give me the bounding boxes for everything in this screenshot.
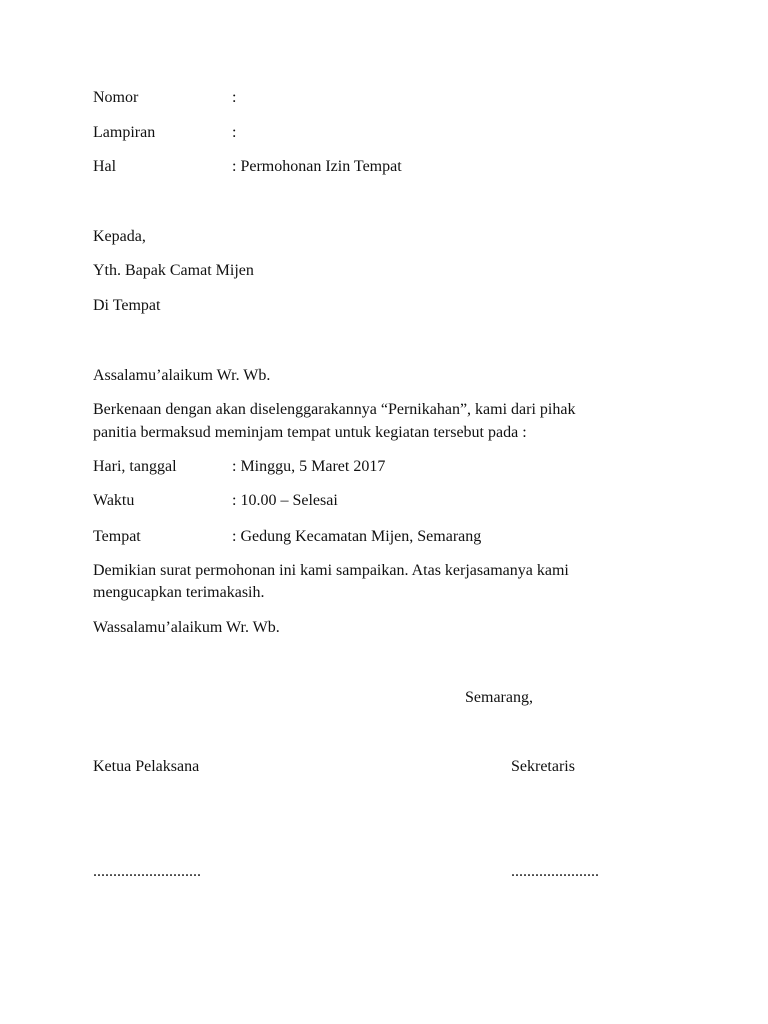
signature-left-title: Ketua Pelaksana [93, 758, 200, 775]
closing-line-1: Demikian surat permohonan ini kami sampaikan. Atas kerjasamanya kami [93, 562, 569, 579]
waktu-value: : 10.00 – Selesai [232, 492, 338, 509]
recipient-name: Yth. Bapak Camat Mijen [93, 262, 254, 279]
lampiran-value: : [232, 124, 237, 141]
hari-value: : Minggu, 5 Maret 2017 [232, 458, 386, 475]
signature-left-dots: ........................... [93, 863, 201, 880]
hal-value: : Permohonan Izin Tempat [232, 158, 402, 175]
greeting: Assalamu’alaikum Wr. Wb. [93, 367, 271, 384]
intro-line-1: Berkenaan dengan akan diselenggarakannya “Pernikahan”, kami dari pihak [93, 401, 576, 418]
signature-right-title: Sekretaris [511, 758, 575, 775]
farewell: Wassalamu’alaikum Wr. Wb. [93, 619, 280, 636]
nomor-label: Nomor [93, 89, 139, 106]
tempat-value: : Gedung Kecamatan Mijen, Semarang [232, 528, 482, 545]
nomor-value: : [232, 89, 237, 106]
hari-label: Hari, tanggal [93, 458, 177, 475]
tempat-label: Tempat [93, 528, 141, 545]
recipient-place: Di Tempat [93, 297, 161, 314]
signature-right-dots: ...................... [511, 863, 599, 880]
signature-city: Semarang, [465, 689, 533, 706]
hal-label: Hal [93, 158, 117, 175]
closing-line-2: mengucapkan terimakasih. [93, 584, 265, 601]
intro-line-2: panitia bermaksud meminjam tempat untuk kegiatan tersebut pada : [93, 424, 527, 441]
lampiran-label: Lampiran [93, 124, 156, 141]
recipient-kepada: Kepada, [93, 228, 146, 245]
waktu-label: Waktu [93, 492, 135, 509]
